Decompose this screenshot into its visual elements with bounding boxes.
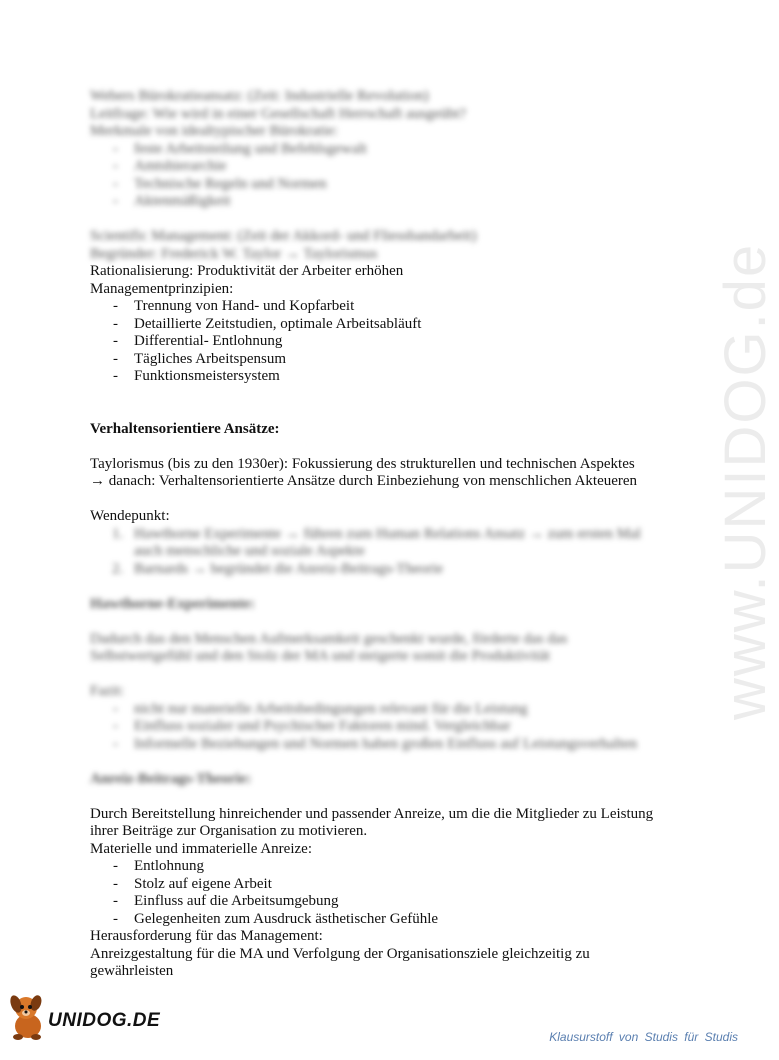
hawthorne-heading: Hawthorne-Experimente: [90,595,255,612]
taylor-line-1: Taylorismus (bis zu den 1930er): Fokussierung des strukturellen und technischen Aspektes [90,455,635,472]
logo-text: UNIDOG.DE [48,1010,161,1031]
list-item: 1. Hawthorne Experimente → führen zum Human Relations Ansatz → zum ersten Mal [112,525,641,542]
list-item: - nicht nur materielle Arbeitsbedingungen relevant für die Leistung [113,700,528,717]
list-item: - Tägliches Arbeitspensum [113,350,287,367]
fazit-label: Fazit: [90,683,125,699]
section-heading-verhalten: Verhaltensorientiere Ansätze: [90,420,280,437]
list-item: - Entlohnung [113,858,204,874]
list-item: - Detaillierte Zeitstudien, optimale Arbeitsabläuft [113,315,422,332]
herausforderung-label: Herausforderung für das Management: [90,928,323,944]
weber-leitfrage: Leitfrage: Wie wird in einer Gesellschaft Herrschaft ausgeübt? [90,105,467,122]
dog-icon [4,990,50,1042]
list-item: - Informelle Beziehungen und Normen haben großen Einfluss auf Leistungsverhalten [113,735,638,752]
list-item: - Trennung von Hand- und Kopfarbeit [113,298,355,314]
anreiz-text-1: Durch Bereitstellung hinreichender und passender Anreize, um die die Mitglieder zu Leistung [90,805,654,822]
footer-slogan: Klausurstoff von Studis für Studis [549,1030,738,1044]
hawthorne-text-2: Selbstwertgefühl und den Stolz der MA und steigerte somit die Produktivität [90,648,550,664]
list-item: - Amtshierarchie [113,158,227,174]
wendepunkt-label: Wendepunkt: [90,508,170,524]
list-item: - Einfluss sozialer und Psychischer Faktoren mind. Vergleichbar [113,718,511,734]
watermark-text: www.UNIDOG.de [713,242,778,720]
hawthorne-text-1: Dadurch das den Menschen Aufmerksamkeit geschenkt wurde, förderte das das [90,630,568,647]
rationalisierung-line: Rationalisierung: Produktivität der Arbeiter erhöhen [90,263,404,279]
list-item: - Differential- Entlohnung [113,333,283,349]
list-item: - Technische Regeln und Normen [113,175,327,192]
document-body [90,88,690,981]
anreize-label: Materielle und immaterielle Anreize: [90,840,312,857]
weber-merkmale-label: Merkmale von idealtypischer Bürokratie: [90,123,338,139]
anreiz-heading: Anreiz-Beitrags-Theorie: [90,770,252,787]
blurred-weber-section [90,88,690,263]
list-item-continuation: auch menschliche und soziale Aspekte [134,543,365,559]
taylor-line-2: → danach: Verhaltensorientierte Ansätze durch Einbeziehung von menschlichen Akteueren [90,473,638,489]
list-item: - Stolz auf eigene Arbeit [113,875,272,892]
list-item: - Funktionsmeistersystem [113,368,280,384]
weber-title: Webers Bürokratieansatz: (Zeit: Industrielle Revolution) [90,88,429,104]
herausforderung-text-2: gewährleisten [90,963,174,979]
unidog-logo[interactable] [4,986,161,1046]
managementprinzipien-label: Managementprinzipien: [90,280,234,297]
list-item: - feste Arbeitsteilung und Befehlsgewalt [113,140,367,157]
scientific-title: Scientific Management: (Zeit der Akkord- und Fliessbandarbeit) [90,228,477,244]
list-item: 2. Barnards → begründet die Anreiz-Beitrags-Theorie [112,560,444,577]
blurred-middle-section [90,526,690,789]
list-item: - Aktenmäßigkeit [113,193,231,209]
anreiz-text-2: ihrer Beiträge zur Organisation zu motivieren. [90,823,368,839]
scientific-founder: Begründer: Frederick W. Taylor → Taylorismus [90,245,378,262]
list-item: - Gelegenheiten zum Ausdruck ästhetischer Gefühle [113,910,439,927]
herausforderung-text-1: Anreizgestaltung für die MA und Verfolgung der Organisationsziele gleichzeitig zu [90,945,590,962]
list-item: - Einfluss auf die Arbeitsumgebung [113,893,339,909]
